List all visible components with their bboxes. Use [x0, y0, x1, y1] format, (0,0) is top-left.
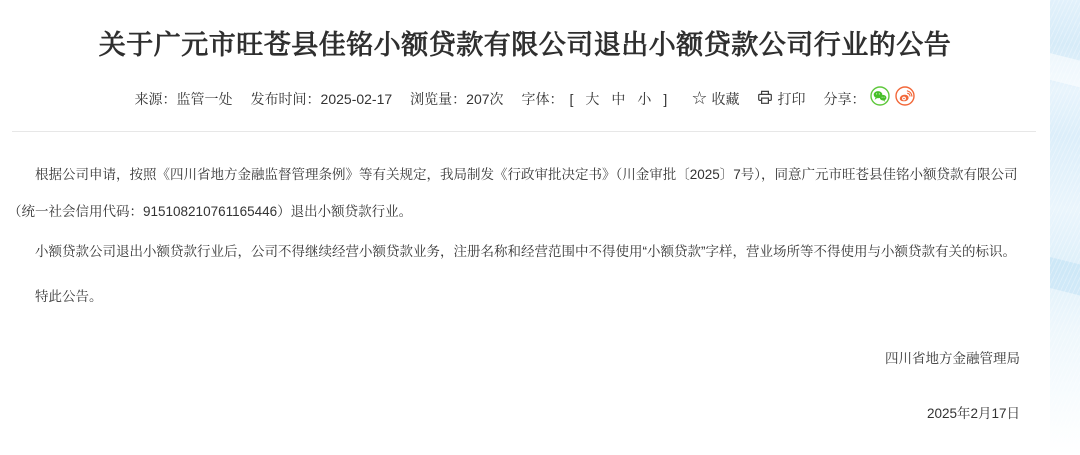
share-label: 分享： [823, 90, 866, 107]
font-size-medium-button[interactable]: 中 [611, 90, 626, 107]
favorite-label: 收藏 [711, 90, 740, 107]
page-title: 关于广元市旺苍县佳铭小额贷款有限公司退出小额贷款公司行业的公告 [98, 30, 952, 60]
meta-source [135, 89, 233, 110]
article-paragraph: 根据公司申请，按照《四川省地方金融监督管理条例》等有关规定，我局制发《行政审批决定书》（川金审批〔2025〕7号），同意广元市旺苍县佳铭小额贷款有限公司（统一社会信用代码：915108210761165446）退出小额贷款行业。 [8, 167, 1018, 219]
font-size-bracket-open: [ [569, 90, 574, 107]
weibo-icon [895, 86, 915, 112]
article-meta-bar [0, 86, 1050, 112]
print-label: 打印 [777, 90, 806, 107]
meta-view-count [410, 89, 503, 110]
background-decoration-strip [1050, 0, 1080, 455]
print-button[interactable] [757, 89, 805, 110]
font-size-control [522, 89, 674, 110]
share-wechat-button[interactable] [870, 86, 890, 112]
share-weibo-button[interactable] [895, 86, 915, 112]
star-outline-icon: ☆ [691, 88, 708, 108]
meta-publish-value: 2025-02-17 [320, 90, 393, 107]
meta-source-label: 来源： [134, 90, 177, 107]
meta-views-label: 浏览量： [410, 90, 467, 107]
article-body [0, 132, 1050, 432]
meta-publish-label: 发布时间： [250, 90, 321, 107]
meta-views-value: 207次 [466, 90, 504, 107]
printer-icon [757, 90, 773, 111]
publication-date: 2025年2月17日 [926, 406, 1020, 421]
wechat-icon [870, 86, 890, 112]
meta-publish-time [251, 89, 393, 110]
font-size-large-button[interactable]: 大 [585, 90, 600, 107]
article-paragraph: 特此公告。 [35, 289, 103, 304]
share-controls [823, 86, 915, 112]
meta-source-value: 监管一处 [176, 90, 233, 107]
font-size-small-button[interactable]: 小 [637, 90, 652, 107]
issuing-authority: 四川省地方金融管理局 [885, 351, 1020, 366]
font-size-bracket-close: ] [663, 90, 668, 107]
favorite-button[interactable] [691, 89, 739, 110]
font-size-label: 字体： [521, 90, 564, 107]
article-paragraph: 小额贷款公司退出小额贷款行业后，公司不得继续经营小额贷款业务，注册名称和经营范围中不得使用“小额贷款”字样，营业场所等不得使用与小额贷款有关的标识。 [35, 244, 1016, 259]
